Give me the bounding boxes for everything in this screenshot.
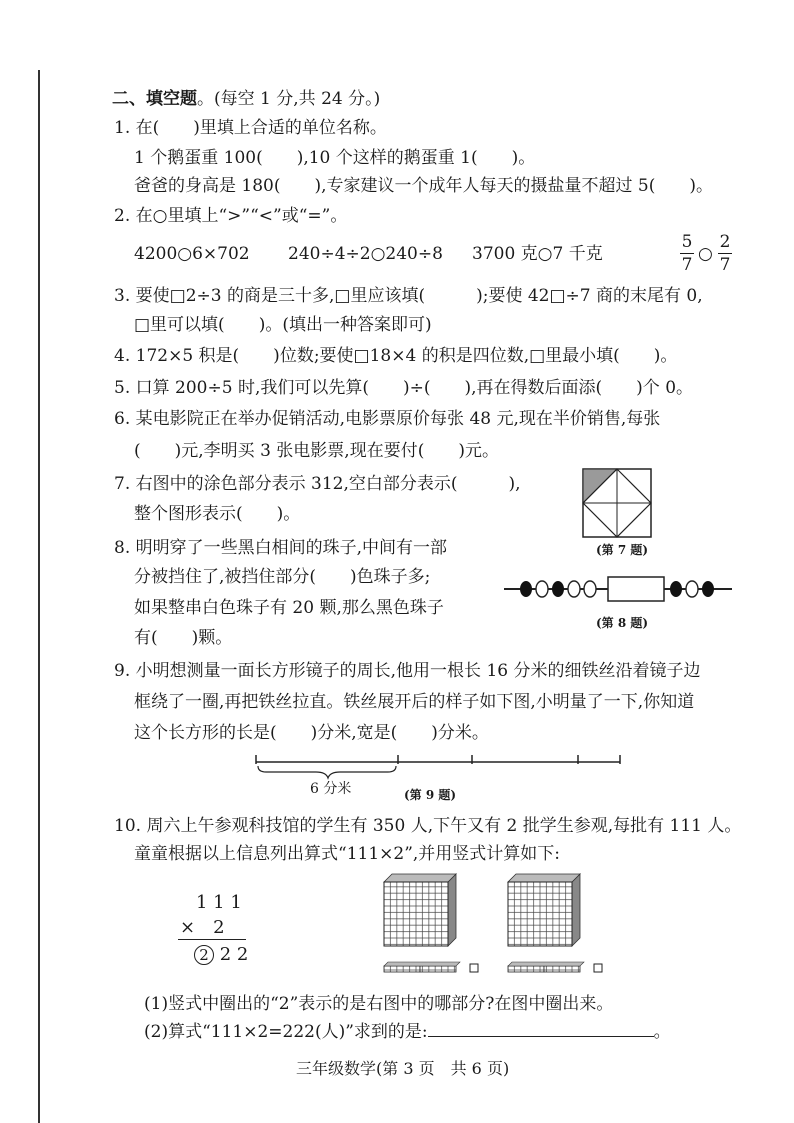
q9-caption: (第 9 题) [404,788,457,802]
unit-cube [470,964,478,972]
q9-line3: 这个长方形的长是( )分米,宽是( )分米。 [134,723,489,743]
q9-line1 [114,660,700,682]
hundred-block-2[interactable] [508,874,608,984]
bead-white [686,581,698,597]
q8-line2: 分被挡住了,被挡住部分( )色珠子多; [134,567,431,587]
bead-white [536,581,548,597]
q2-fraction-a [680,232,694,275]
bead-white [568,581,580,597]
q8-caption: (第 8 题) [596,616,649,630]
compare-circle: ○ [698,244,713,264]
q4-line1-text: 172×5 积是( )位数;要使□18×4 的积是四位数,□里最小填( )。 [135,346,678,366]
q3-line2: □里可以填( )。(填出一种答案即可) [134,315,432,335]
q2-stem [114,205,347,227]
q7-caption: (第 7 题) [596,543,649,557]
ten-rods [508,962,584,972]
q3-number: 3. [114,286,131,306]
bead-black [670,581,682,597]
q8-line4: 有( )颗。 [134,628,233,648]
q2-item-right-1: 6×702 [192,244,250,264]
q1-number: 1. [114,118,131,138]
q10-sub1: (1)竖式中圈出的“2”表示的是右图中的哪部分?在图中圈出来。 [144,994,614,1014]
q10-sub2-text: (2)算式“111×2=222(人)”求到的是: [144,1022,428,1042]
q9-line2: 框绕了一圈,再把铁丝拉直。铁丝展开后的样子如下图,小明量了一下,你知道 [134,692,695,712]
q9-measure-label: 6 分米 [310,781,352,797]
q2-item-right-3: 7 千克 [552,244,603,264]
vertical-rule [178,939,246,940]
q7-number: 7. [114,474,131,494]
circled-digit: 2 [194,945,214,965]
answer-blank[interactable] [428,1022,654,1037]
ten-rods [384,962,460,972]
margin-line [38,70,40,1123]
compare-circle: ○ [370,244,386,264]
q1-line2: 爸爸的身高是 180( ),专家建议一个成年人每天的摄盐量不超过 5( )。 [134,176,714,196]
q2-item-right-2: 240÷8 [385,244,443,264]
q10-line1 [114,815,741,837]
compare-circle: ○ [177,244,193,264]
section-note: 。(每空 1 分,共 24 分。) [197,89,381,109]
fraction-denominator: 7 [719,255,731,275]
q2-fraction-b [718,232,732,275]
q9-number: 9. [114,661,131,681]
q2-item-left-1: 4200 [134,244,178,264]
q10-sub2-end: 。 [653,1022,671,1042]
q4-line1 [114,345,677,367]
q3-line1-text: 要使□2÷3 的商是三十多,□里应该填( );要使 42□÷7 商的末尾有 0, [135,286,703,306]
q8-number: 8. [114,538,131,558]
q2-item-left-2: 240÷4÷2 [288,244,371,264]
fraction-denominator: 7 [681,255,693,275]
compare-circle: ○ [537,244,553,264]
q7-line1 [114,473,521,495]
q5-line1-text: 口算 200÷5 时,我们可以先算( )÷( ),再在得数后面添( )个 0。 [135,378,694,398]
q7-line1-text: 右图中的涂色部分表示 312,空白部分表示( ), [135,474,521,494]
q8-bead-string [504,576,736,602]
q5-line1 [114,377,693,399]
q10-number: 10. [114,816,142,836]
q8-line1 [114,537,447,559]
section-header [112,88,380,110]
q1-stem-text: 在( )里填上合适的单位名称。 [135,118,387,138]
vertical-result [194,944,248,966]
q7-line2: 整个图形表示( )。 [134,504,301,524]
bead-cover-box [608,577,664,601]
q8-line1-text: 明明穿了一些黑白相间的珠子,中间有一部 [135,538,448,558]
q4-number: 4. [114,346,131,366]
hundred-block-1[interactable] [384,874,484,984]
q6-line2: ( )元,李明买 3 张电影票,现在要付( )元。 [134,441,499,461]
bead-white [584,581,596,597]
q2-number: 2. [114,206,131,226]
q9-line1-text: 小明想测量一面长方形镜子的周长,他用一根长 16 分米的细铁丝沿着镜子边 [135,661,701,681]
q6-line1-text: 某电影院正在举办促销活动,电影票原价每张 48 元,现在半价销售,每张 [135,409,661,429]
unit-cube [594,964,602,972]
q1-line1: 1 个鹅蛋重 100( ),10 个这样的鹅蛋重 1( )。 [134,148,536,168]
q2-expr-2 [288,243,443,265]
q7-square-figure [582,468,652,538]
q6-line1 [114,408,660,430]
q2-expr-3 [472,243,603,265]
bead-black [702,581,714,597]
vertical-row2: × 2 [180,917,225,938]
fraction-numerator: 5 [681,232,693,252]
q10-sub2 [144,1021,671,1043]
q1-stem [114,117,387,139]
q2-item-left-3: 3700 克 [472,244,538,264]
fraction-numerator: 2 [719,232,731,252]
vertical-row1: 1 1 1 [196,892,242,913]
q6-number: 6. [114,409,131,429]
vertical-result-rest: 2 2 [219,944,249,965]
q10-line2: 童童根据以上信息列出算式“111×2”,并用竖式计算如下: [134,844,561,864]
q2-stem-text: 在○里填上“>”“<”或“=”。 [135,206,348,226]
q5-number: 5. [114,378,131,398]
section-title: 二、填空题 [112,89,197,109]
q8-line3: 如果整串白色珠子有 20 颗,那么黑色珠子 [134,598,444,618]
page-footer: 三年级数学(第 3 页 共 6 页) [296,1059,510,1078]
bead-black [520,581,532,597]
q10-line1-text: 周六上午参观科技馆的学生有 350 人,下午又有 2 批学生参观,每批有 111 人。 [146,816,742,836]
q3-line1 [114,285,703,307]
q2-expr-1 [134,243,250,265]
bead-black [552,581,564,597]
